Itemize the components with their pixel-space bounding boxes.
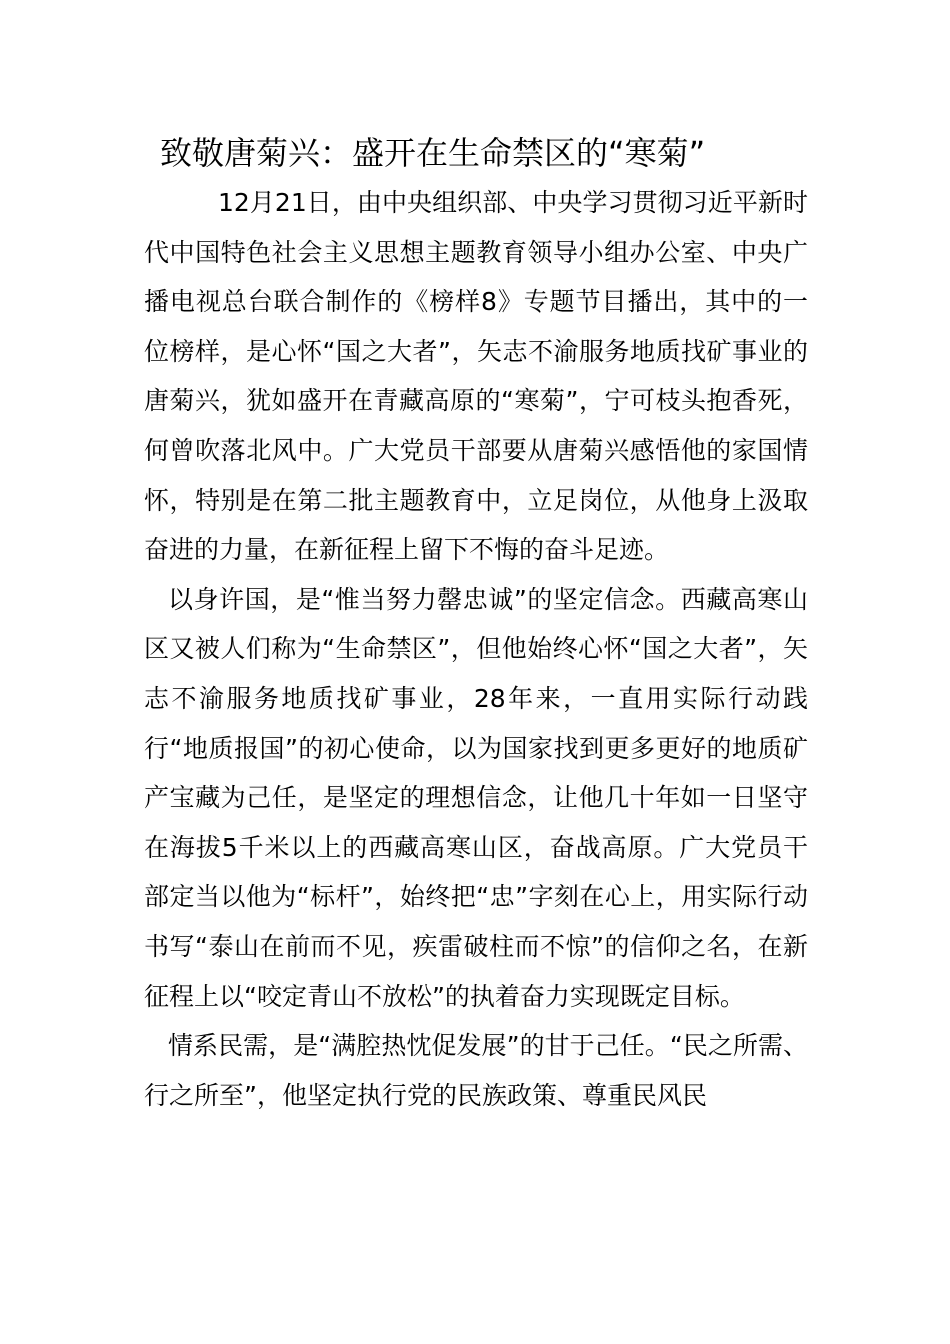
document-title: 致敬唐菊兴：盛开在生命禁区的“寒菊”: [160, 134, 706, 172]
paragraph-3: 情系民需，是“满腔热忱促发展”的甘于己任。“民之所需、行之所至”，他坚定执行党的民族政策、尊重民风民: [144, 1031, 808, 1110]
document-body: [144, 178, 808, 1120]
paragraph-1: 12月21日，由中央组织部、中央学习贯彻习近平新时代中国特色社会主义思想主题教育领导小组办公室、中央广播电视总台联合制作的《榜样8》专题节目播出，其中的一位榜样，是心怀“国之大者”，矢志不渝服务地质找矿事业的唐菊兴，犹如盛开在青藏高原的“寒菊”，宁可枝头抱香死，何曾吹落北风中。广大党员干部要从唐菊兴感悟他的家国情怀，特别是在第二批主题教育中，立足岗位，从他身上汲取奋进的力量，在新征程上留下不悔的奋斗足迹。: [144, 188, 808, 565]
paragraph-2: 以身许国，是“惟当努力罄忠诚”的坚定信念。西藏高寒山区又被人们称为“生命禁区”，但他始终心怀“国之大者”，矢志不渝服务地质找矿事业，28年来，一直用实际行动践行“地质报国”的初心使命，以为国家找到更多更好的地质矿产宝藏为己任，是坚定的理想信念，让他几十年如一日坚守在海拔5千米以上的西藏高寒山区，奋战高原。广大党员干部定当以他为“标杆”，始终把“忠”字刻在心上，用实际行动书写“泰山在前而不见，疾雷破柱而不惊”的信仰之名，在新征程上以“咬定青山不放松”的执着奋力实现既定目标。: [144, 584, 808, 1011]
